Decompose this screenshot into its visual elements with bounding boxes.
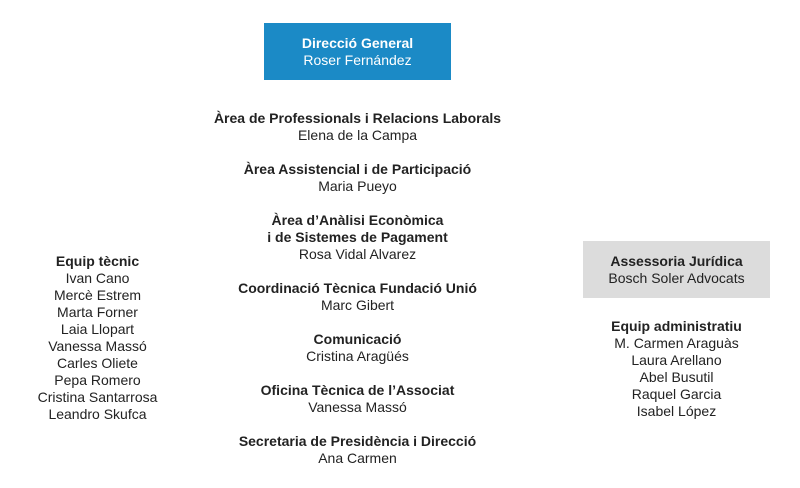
- areas-column: [180, 110, 535, 467]
- technical-team-list: [20, 253, 175, 423]
- technical-team-title: Equip tècnic: [55, 253, 140, 269]
- area-professionals: [180, 110, 535, 144]
- team-member: Laia Llopart: [60, 321, 135, 337]
- area-analisi-economica: [180, 212, 535, 263]
- team-member: Mercè Estrem: [53, 287, 142, 303]
- area-comunicacio: [180, 331, 535, 365]
- area-title: Àrea d’Anàlisi Econòmica: [271, 212, 444, 228]
- legal-advisory-box: [583, 241, 770, 298]
- team-member: Carles Oliete: [57, 355, 138, 371]
- team-member: Ivan Cano: [65, 270, 130, 286]
- area-head: Ana Carmen: [318, 450, 397, 466]
- director-title: Direcció General: [301, 34, 414, 51]
- area-head: Vanessa Massó: [308, 399, 407, 415]
- area-title: Oficina Tècnica de l’Associat: [260, 382, 455, 398]
- director-box: [264, 23, 451, 80]
- area-head: Maria Pueyo: [318, 178, 397, 194]
- team-member: Laura Arellano: [631, 352, 722, 368]
- director-name: Roser Fernández: [303, 51, 412, 68]
- team-member: Raquel Garcia: [631, 386, 722, 402]
- area-title: Secretaria de Presidència i Direcció: [238, 433, 477, 449]
- area-title: Àrea Assistencial i de Participació: [243, 161, 472, 177]
- area-coordinacio: [180, 280, 535, 314]
- area-assistencial: [180, 161, 535, 195]
- area-head: Cristina Aragüés: [306, 348, 409, 364]
- team-member: Pepa Romero: [54, 372, 141, 388]
- team-member: Abel Busutil: [639, 369, 714, 385]
- team-member: Cristina Santarrosa: [37, 389, 158, 405]
- area-head: Marc Gibert: [320, 297, 395, 313]
- team-member: Vanessa Massó: [48, 338, 147, 354]
- area-secretaria: [180, 433, 535, 467]
- admin-team-title: Equip administratiu: [611, 318, 742, 334]
- area-head: Rosa Vidal Alvarez: [298, 246, 417, 262]
- area-title: Àrea de Professionals i Relacions Laborals: [213, 110, 502, 126]
- team-member: Marta Forner: [57, 304, 138, 320]
- area-oficina-tecnica: [180, 382, 535, 416]
- team-member: Leandro Skufca: [48, 406, 147, 422]
- legal-name: Bosch Soler Advocats: [608, 269, 745, 286]
- legal-title: Assessoria Jurídica: [610, 252, 743, 269]
- area-title: Comunicació: [313, 331, 402, 347]
- area-title-line2: i de Sistemes de Pagament: [267, 229, 448, 245]
- team-member: Isabel López: [636, 403, 717, 419]
- team-member: M. Carmen Araguàs: [614, 335, 739, 351]
- admin-team-list: [578, 318, 775, 420]
- area-head: Elena de la Campa: [297, 127, 418, 143]
- area-title: Coordinació Tècnica Fundació Unió: [238, 280, 477, 296]
